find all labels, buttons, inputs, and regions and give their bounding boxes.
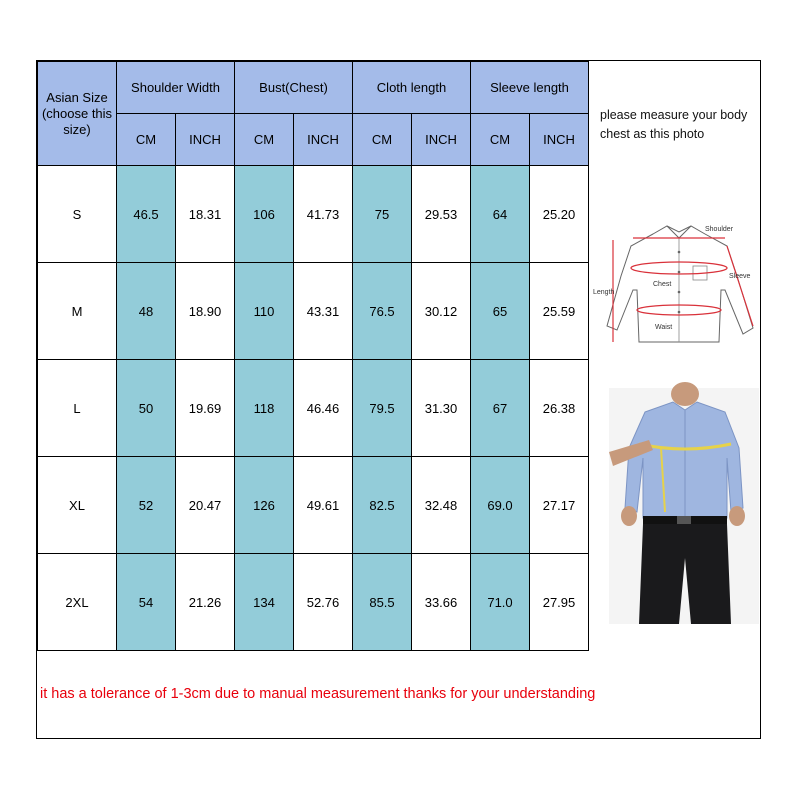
unit-header: CM bbox=[235, 114, 294, 166]
table-cell: 82.5 bbox=[353, 457, 412, 554]
table-cell: 134 bbox=[235, 554, 294, 651]
table-cell: 31.30 bbox=[412, 360, 471, 457]
table-cell: 19.69 bbox=[176, 360, 235, 457]
table-cell: 85.5 bbox=[353, 554, 412, 651]
table-cell: 18.90 bbox=[176, 263, 235, 360]
table-cell: 46.46 bbox=[294, 360, 353, 457]
unit-header: CM bbox=[117, 114, 176, 166]
table-cell: 27.95 bbox=[530, 554, 589, 651]
table-cell: 76.5 bbox=[353, 263, 412, 360]
table-cell: 52.76 bbox=[294, 554, 353, 651]
table-cell: 79.5 bbox=[353, 360, 412, 457]
size-label: L bbox=[38, 360, 117, 457]
table-cell: 126 bbox=[235, 457, 294, 554]
table-row bbox=[38, 166, 589, 263]
table-row bbox=[38, 554, 589, 651]
size-label: M bbox=[38, 263, 117, 360]
table-cell: 106 bbox=[235, 166, 294, 263]
table-cell: 30.12 bbox=[412, 263, 471, 360]
table-cell: 25.59 bbox=[530, 263, 589, 360]
size-label: 2XL bbox=[38, 554, 117, 651]
table-cell: 49.61 bbox=[294, 457, 353, 554]
table-cell: 27.17 bbox=[530, 457, 589, 554]
unit-header: INCH bbox=[530, 114, 589, 166]
tolerance-note: it has a tolerance of 1-3cm due to manual measurement thanks for your understanding bbox=[40, 686, 596, 702]
table-cell: 110 bbox=[235, 263, 294, 360]
size-label: XL bbox=[38, 457, 117, 554]
table-cell: 25.20 bbox=[530, 166, 589, 263]
waist-label: Waist bbox=[655, 324, 673, 331]
bust-header: Bust(Chest) bbox=[235, 62, 353, 114]
table-cell: 32.48 bbox=[412, 457, 471, 554]
measure-instruction: please measure your body chest as this photo bbox=[600, 108, 748, 141]
shirt-measurement-diagram bbox=[593, 216, 759, 352]
table-cell: 46.5 bbox=[117, 166, 176, 263]
table-cell: 21.26 bbox=[176, 554, 235, 651]
table-row bbox=[38, 457, 589, 554]
table-cell: 69.0 bbox=[471, 457, 530, 554]
table-cell: 26.38 bbox=[530, 360, 589, 457]
size-column-header: Asian Size (choose this size) bbox=[38, 62, 117, 166]
length-label: Length bbox=[593, 289, 615, 296]
table-cell: 43.31 bbox=[294, 263, 353, 360]
table-cell: 29.53 bbox=[412, 166, 471, 263]
sleeve-length-header: Sleeve length bbox=[471, 62, 589, 114]
table-cell: 54 bbox=[117, 554, 176, 651]
table-cell: 48 bbox=[117, 263, 176, 360]
shoulder-width-header: Shoulder Width bbox=[117, 62, 235, 114]
table-cell: 118 bbox=[235, 360, 294, 457]
size-label: S bbox=[38, 166, 117, 263]
unit-header: INCH bbox=[294, 114, 353, 166]
table-cell: 33.66 bbox=[412, 554, 471, 651]
table-cell: 41.73 bbox=[294, 166, 353, 263]
table-cell: 18.31 bbox=[176, 166, 235, 263]
table-cell: 65 bbox=[471, 263, 530, 360]
table-cell: 75 bbox=[353, 166, 412, 263]
unit-header: INCH bbox=[176, 114, 235, 166]
table-cell: 20.47 bbox=[176, 457, 235, 554]
shoulder-label: Shoulder bbox=[705, 226, 734, 233]
size-chart-table bbox=[37, 61, 589, 651]
sleeve-label: Sleeve bbox=[729, 273, 751, 280]
table-cell: 64 bbox=[471, 166, 530, 263]
table-row bbox=[38, 360, 589, 457]
chest-label: Chest bbox=[653, 281, 672, 288]
unit-header: CM bbox=[471, 114, 530, 166]
table-cell: 67 bbox=[471, 360, 530, 457]
unit-header: CM bbox=[353, 114, 412, 166]
table-cell: 52 bbox=[117, 457, 176, 554]
unit-header: INCH bbox=[412, 114, 471, 166]
cloth-length-header: Cloth length bbox=[353, 62, 471, 114]
table-row bbox=[38, 263, 589, 360]
table-cell: 50 bbox=[117, 360, 176, 457]
chest-measure-photo bbox=[609, 388, 759, 624]
table-cell: 71.0 bbox=[471, 554, 530, 651]
